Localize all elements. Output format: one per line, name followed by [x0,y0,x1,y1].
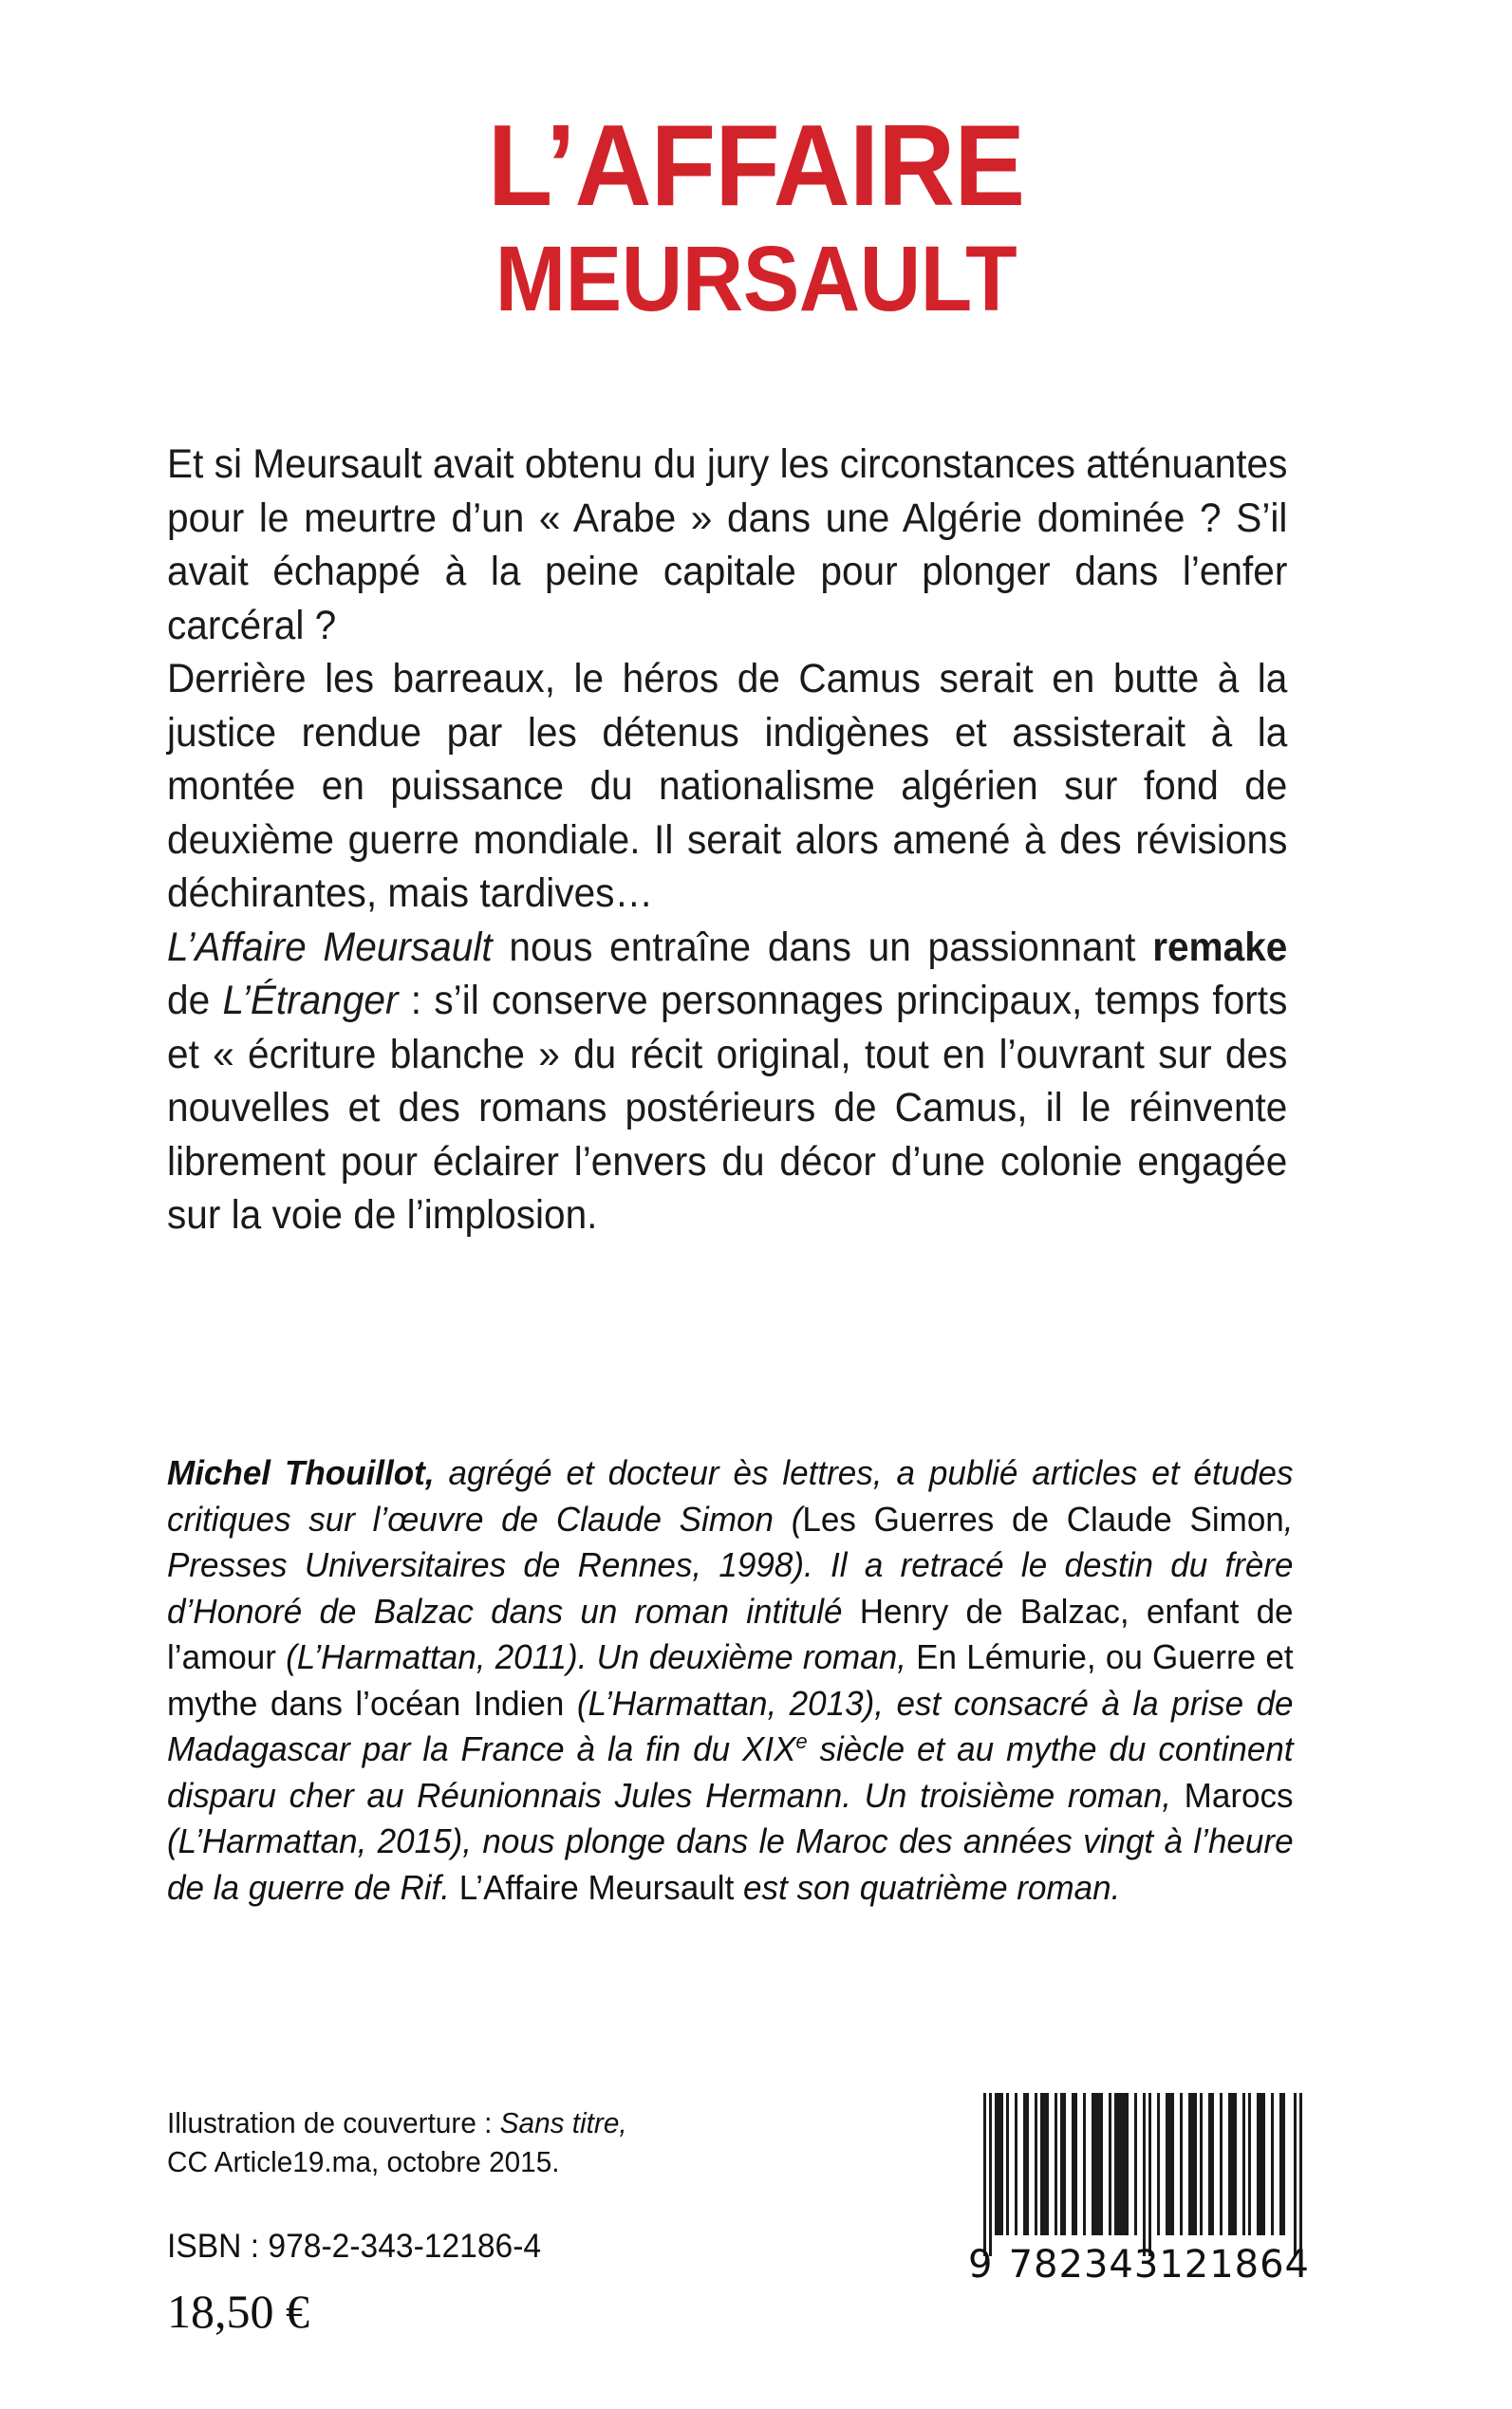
blurb-paragraph-1 [167,439,1287,653]
blurb-p3-seg-c: : s’il conserve personnages principaux, temps forts et « écriture blanche » du récit original, tout en l’ouvrant sur des nouvelles et des romans postérieurs de Camus, il le réinvente librement pour éclairer l’envers du décor d’une colonie engagée sur la voie de l’implosion. [167,979,1288,1238]
illustration-credit-work: Sans titre, [499,2106,627,2139]
author-bio [167,1450,1294,1911]
bio-work-les-guerres-de-claude-simon: Les Guerres de Claude Simon [802,1499,1284,1539]
bio-work-en-lemurie: En Lémurie, ou Guerre et mythe dans l’océan Indien [167,1637,1294,1723]
barcode-digit-left: 9 [968,2243,994,2287]
blurb-p3-seg-b: de [167,979,223,1023]
blurb-paragraph-2 [167,653,1287,922]
barcode-bars-icon [966,2093,1314,2256]
bio-ordinal-suffix: e [795,1728,808,1753]
bio-work-marocs: Marocs [1184,1775,1294,1815]
cover-footer [167,2103,756,2339]
blurb-text [167,439,1287,1243]
illustration-credit-line2: CC Article19.ma, octobre 2015. [167,2145,560,2178]
author-name: Michel Thouillot, [167,1453,435,1492]
isbn-text: ISBN : 978-2-343-12186-4 [167,2228,542,2265]
bio-seg-3: (L’Harmattan, 2011). Un deuxième roman, [275,1637,917,1676]
blurb-p1-text: Et si Meursault avait obtenu du jury les circonstances atténuantes pour le meurtre d’un « Arabe » dans une Algérie dominée ? S’il avait échappé à la peine capitale pour plonger dans l’enfer carcéral ? [167,442,1288,648]
blurb-p3-seg-a: nous entraîne dans un passionnant [492,924,1153,970]
bio-seg-6: (L’Harmattan, 2015), nous plonge dans le Maroc des années vingt à l’heure de la guerre de Rif. [167,1821,1294,1907]
barcode-digits [966,2243,1314,2287]
blurb-emphasis-remake: remake [1152,924,1288,970]
barcode-digits-right: 121864 [1159,2243,1310,2287]
barcode-digits-mid: 782343 [1008,2243,1160,2287]
bio-work-laffaire-meursault: L’Affaire Meursault [458,1867,735,1907]
bio-seg-2: , Presses Universitaires de Rennes, 1998). Il a retracé le destin du frère d’Honoré de Balzac dans un roman intitulé [167,1499,1294,1631]
illustration-credit [167,2103,732,2181]
book-title [0,101,1512,331]
blurb-work-title-letranger: L’Étranger [222,979,399,1023]
title-line-2: MEURSAULT [495,227,1017,331]
bio-seg-1: agrégé et docteur ès lettres, a publié articles et études critiques sur l’œuvre de Claude Simon ( [167,1453,1294,1539]
author-bio-paragraph [167,1450,1294,1911]
bio-work-henry-de-balzac: Henry de Balzac, enfant de l’amour [167,1591,1294,1676]
barcode [966,2093,1314,2287]
illustration-credit-prefix: Illustration de couverture : [167,2106,500,2139]
price-text: 18,50 € [167,2285,309,2338]
blurb-paragraph-3 [167,922,1287,1243]
blurb-work-title-affaire-meursault: L’Affaire Meursault [167,924,493,970]
blurb-p2-text: Derrière les barreaux, le héros de Camus serait en butte à la justice rendue par les détenus indigènes et assisterait à la montée en puissance du nationalisme algérien sur fond de deuxième guerre mondiale. Il serait alors amené à des révisions déchirantes, mais tardives… [167,657,1288,916]
bio-seg-5: siècle et au mythe du continent disparu cher au Réunionnais Jules Hermann. Un troisième roman, [167,1729,1294,1815]
title-line-1: L’AFFAIRE [487,101,1025,230]
bio-seg-7: est son quatrième roman. [734,1867,1121,1907]
bio-seg-4: (L’Harmattan, 2013), est consacré à la prise de Madagascar par la France à la fin du XIX [167,1683,1294,1768]
